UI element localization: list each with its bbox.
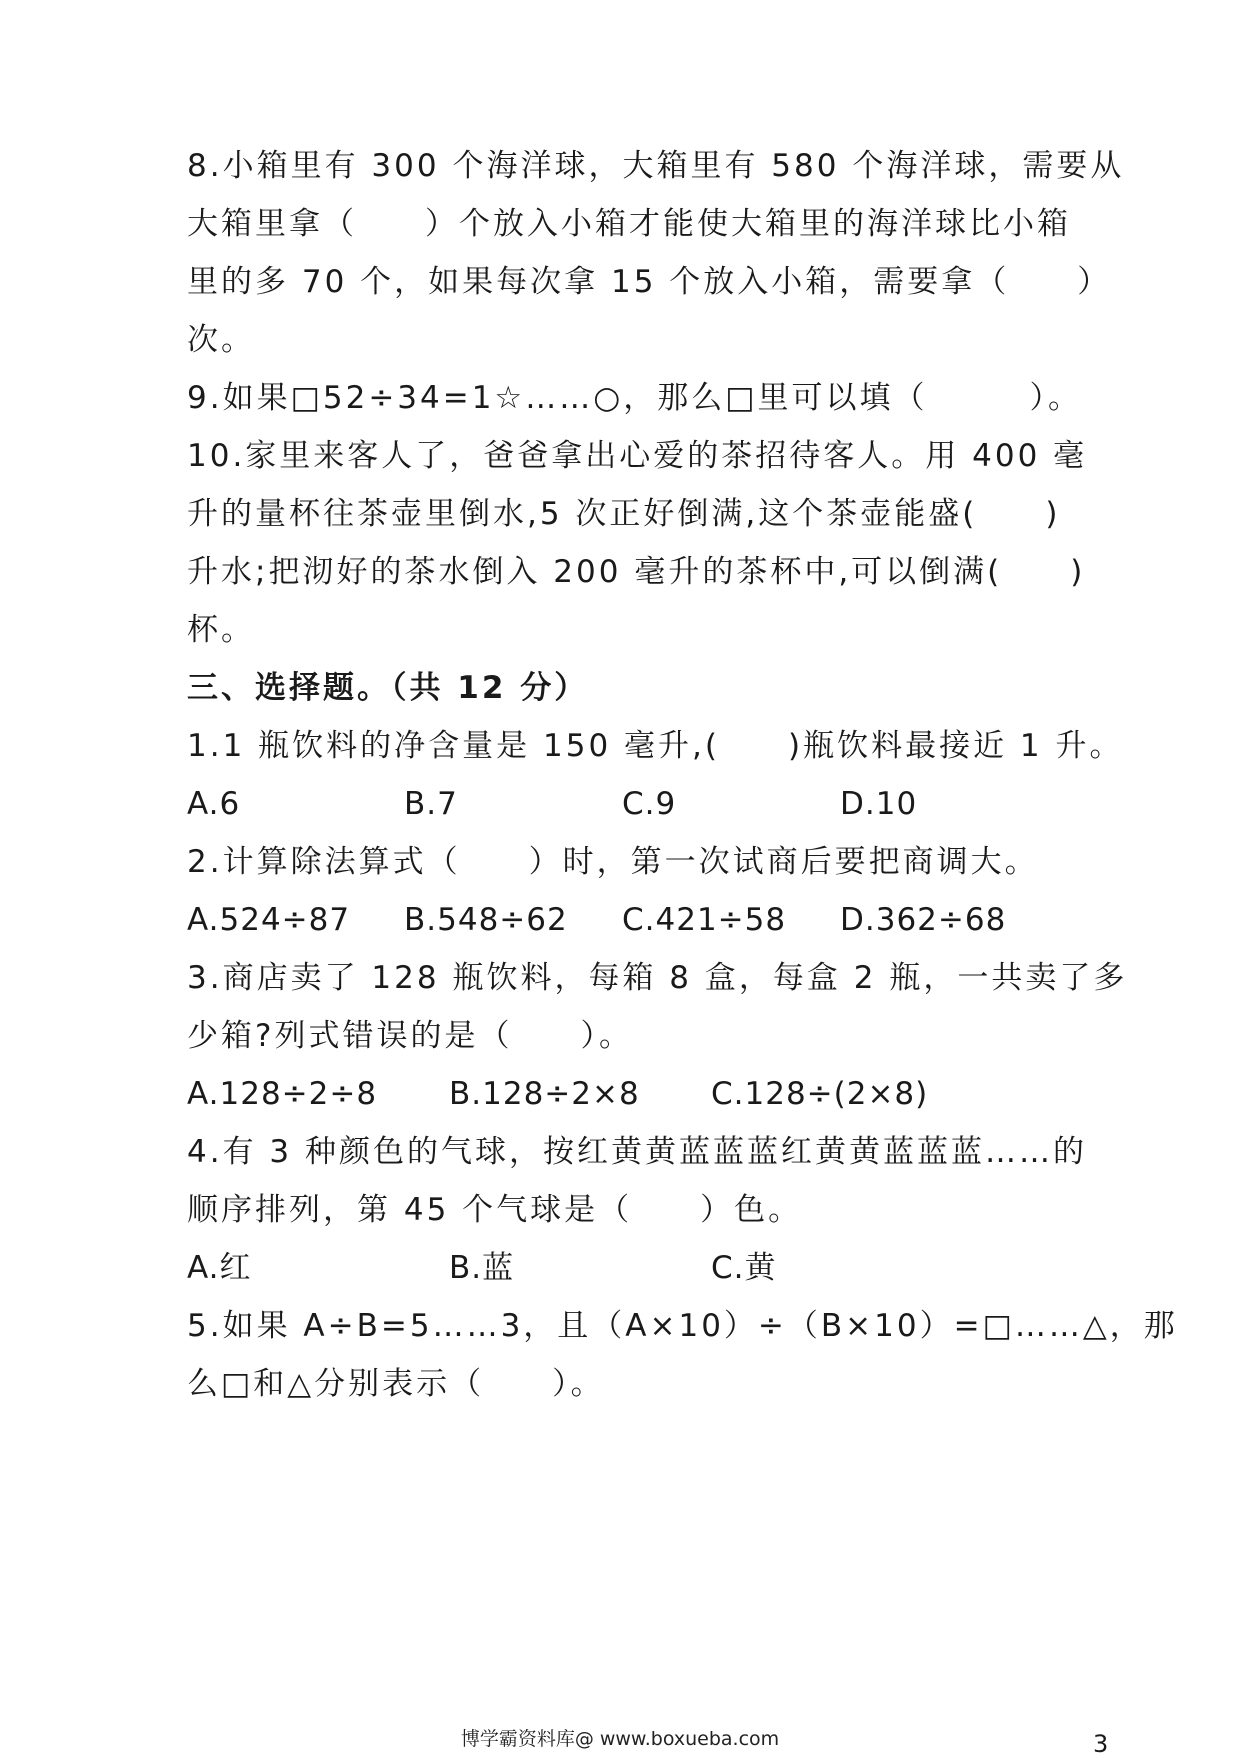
mc5-stem-line-1: 5.如果 A÷B=5……3，且（A×10）÷（B×10）=□……△，那 bbox=[187, 1308, 1178, 1344]
q8-line-1: 8.小箱里有 300 个海洋球，大箱里有 580 个海洋球，需要从 bbox=[187, 148, 1125, 184]
mc4-option-b: B.蓝 bbox=[449, 1250, 515, 1286]
mc1-stem: 1.1 瓶饮料的净含量是 150 毫升,( )瓶饮料最接近 1 升。 bbox=[187, 728, 1124, 764]
footer-watermark: 博学霸资料库@ www.boxueba.com bbox=[460, 1728, 780, 1750]
mc5-stem-line-2: 么□和△分别表示（ ）。 bbox=[187, 1366, 605, 1402]
mc1-option-c: C.9 bbox=[622, 786, 677, 822]
section-3-heading: 三、选择题。（共 12 分） bbox=[187, 670, 589, 706]
mc3-stem-line-1: 3.商店卖了 128 瓶饮料，每箱 8 盒，每盒 2 瓶，一共卖了多 bbox=[187, 960, 1128, 996]
mc3-option-a: A.128÷2÷8 bbox=[187, 1076, 378, 1112]
mc1-option-b: B.7 bbox=[404, 786, 458, 822]
q10-line-2: 升的量杯往茶壶里倒水,5 次正好倒满,这个茶壶能盛( ) bbox=[187, 496, 1061, 532]
q8-line-2: 大箱里拿（ ）个放入小箱才能使大箱里的海洋球比小箱 bbox=[187, 206, 1071, 242]
mc2-option-a: A.524÷87 bbox=[187, 902, 351, 938]
mc1-option-d: D.10 bbox=[840, 786, 918, 822]
mc4-stem-line-1: 4.有 3 种颜色的气球，按红黄黄蓝蓝蓝红黄黄蓝蓝蓝……的 bbox=[187, 1134, 1088, 1170]
q10-line-4: 杯。 bbox=[187, 612, 255, 648]
mc3-option-c: C.128÷(2×8) bbox=[711, 1076, 929, 1112]
mc3-stem-line-2: 少箱?列式错误的是（ ）。 bbox=[187, 1018, 633, 1054]
q10-line-3: 升水;把沏好的茶水倒入 200 毫升的茶杯中,可以倒满( ) bbox=[187, 554, 1086, 590]
mc2-option-b: B.548÷62 bbox=[404, 902, 568, 938]
mc4-stem-line-2: 顺序排列，第 45 个气球是（ ）色。 bbox=[187, 1192, 803, 1228]
q10-line-1: 10.家里来客人了，爸爸拿出心爱的茶招待客人。用 400 毫 bbox=[187, 438, 1088, 474]
q8-line-4: 次。 bbox=[187, 322, 255, 358]
page-number: 3 bbox=[1093, 1730, 1109, 1758]
q8-line-3: 里的多 70 个，如果每次拿 15 个放入小箱，需要拿（ ） bbox=[187, 264, 1112, 300]
mc2-stem: 2.计算除法算式（ ）时，第一次试商后要把商调大。 bbox=[187, 844, 1039, 880]
mc1-option-a: A.6 bbox=[187, 786, 241, 822]
q9-line: 9.如果□52÷34=1☆……○，那么□里可以填（ ）。 bbox=[187, 380, 1083, 416]
mc2-option-c: C.421÷58 bbox=[622, 902, 787, 938]
mc3-option-b: B.128÷2×8 bbox=[449, 1076, 640, 1112]
mc4-option-c: C.黄 bbox=[711, 1250, 777, 1286]
mc4-option-a: A.红 bbox=[187, 1250, 252, 1286]
mc2-option-d: D.362÷68 bbox=[840, 902, 1007, 938]
